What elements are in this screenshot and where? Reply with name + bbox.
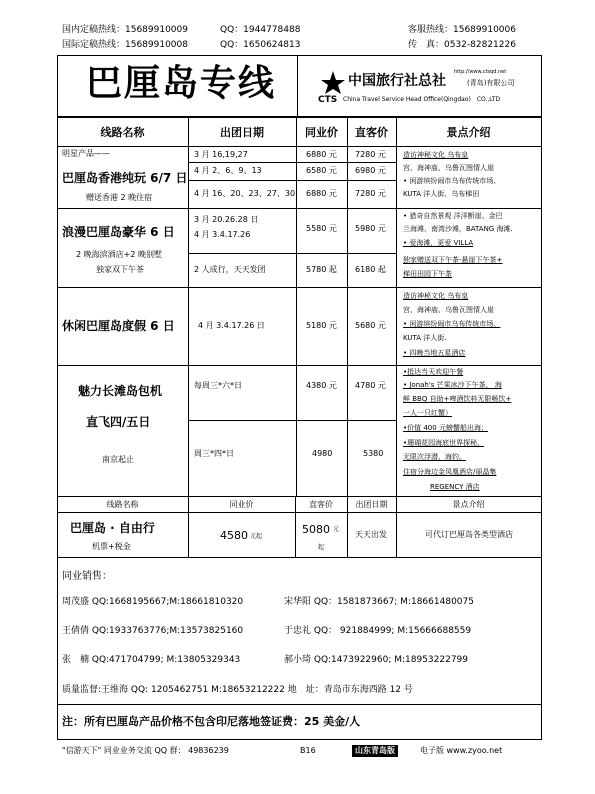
r1-intro-3: • 闲游缤纷闹市乌布传统市场、 xyxy=(403,177,501,185)
r1-name: 巴厘岛香港纯玩 6/7 日 xyxy=(62,171,188,185)
r4-date-2: 周三*四*日 xyxy=(194,449,234,458)
r2-sub-1: 2 晚海滨酒店+2 晚别墅 xyxy=(76,250,162,259)
r3-intro-5: • 四晚当地五星酒店 xyxy=(403,349,466,357)
sales-title: 同业销售： xyxy=(62,571,112,582)
header-direct-price: 直客价 xyxy=(355,126,388,139)
r2-intro-5: 梯田田园下午茶 xyxy=(403,270,452,278)
sub-header-intro: 景点介绍 xyxy=(452,500,485,509)
r3-intro-2: 宫、海神庙、乌鲁瓦图情人崖 xyxy=(403,306,494,314)
r1-sub: 赠送香港 2 晚住宿 xyxy=(86,193,153,202)
sub-header-date: 出团日期 xyxy=(355,500,388,509)
r1-label: 明星产品—— xyxy=(62,149,110,158)
r1-intro-4: KUTA 洋人街、乌布梯田 xyxy=(403,190,480,198)
r4-intro-3: 鲜 BBQ 自助+啤酒饮料无限畅饮+ xyxy=(403,395,512,403)
sales-2-left: 王倩倩 QQ:1933763776;M:13573825160 xyxy=(62,626,244,636)
banner-title: 巴厘岛专线 xyxy=(86,63,277,104)
footer-page: B16 xyxy=(300,746,316,755)
r5-name: 巴厘岛 · 自由行 xyxy=(70,521,155,535)
r4-name-2: 直飞四/五日 xyxy=(86,415,151,429)
r4-intro-9: REGENCY 酒店 xyxy=(430,483,480,491)
r1-direct-3: 7280 元 xyxy=(355,189,386,198)
r1-direct-2: 6980 元 xyxy=(355,166,386,175)
r4-intro-7: 无限次浮潜、海钓。 xyxy=(403,453,466,461)
r2-trade-2: 5780 起 xyxy=(306,265,337,274)
r3-intro-3: • 闲游缤纷闹市乌布传统市场、 xyxy=(403,320,501,328)
r3-trade: 5180 元 xyxy=(306,321,337,330)
r2-intro-3: • 爱海滩，更爱 VILLA xyxy=(403,239,474,247)
r5-direct-unit-2: 起 xyxy=(318,544,325,551)
r5-trade: 4580 xyxy=(220,529,248,542)
footer-badge: 山东青岛版 xyxy=(352,745,398,757)
service-hotline: 客服热线：15689910006 xyxy=(408,25,516,35)
r2-direct-2: 6180 起 xyxy=(355,265,386,274)
r2-trade-1: 5580 元 xyxy=(306,224,337,233)
sub-header-trade: 同业价 xyxy=(229,500,254,509)
sales-1-left: 周茂盛 QQ:1668195667;M:18661810320 xyxy=(62,597,244,607)
r4-trade-1: 4380 元 xyxy=(306,381,337,390)
r4-intro-5: •价值 400 元螃蟹船出海； xyxy=(403,424,488,432)
r4-intro-8: 住宿分海边金凤凰酒店/丽晶集 xyxy=(403,468,497,476)
r3-intro-1: 造访神秘文化 乌布皇 xyxy=(403,292,469,300)
r4-intro-1: •抵达当天欢迎午餐 xyxy=(403,368,464,376)
quality-supervision: 质量监督:王维海 QQ: 1205462751 M:18653212222 地 址：青岛市东海西路 12 号 xyxy=(62,685,413,695)
r4-intro-2: • Jonah's 芒果冰沙下午茶， 海 xyxy=(403,381,502,389)
r4-intro-4: 一人一只红蟹） xyxy=(403,409,452,417)
r5-trade-unit: 元起 xyxy=(250,533,263,540)
sales-3-left: 张 楠 QQ:471704799; M:13805329343 xyxy=(62,655,241,665)
sales-2-right: 于忠礼 QQ： 921884999; M:15666688559 xyxy=(284,626,472,636)
r1-direct-1: 7280 元 xyxy=(355,150,386,159)
r2-intro-4: 独家赠送双下午茶-悬崖下午茶+ xyxy=(403,256,503,264)
r5-date: 天天出发 xyxy=(355,530,387,539)
r1-trade-3: 6880 元 xyxy=(306,189,337,198)
r4-intro-6: •珊瑚花园海底世界探秘、 xyxy=(403,439,485,447)
r2-intro-1: • 猎奇自然景观 洋洋断崖、金巴 xyxy=(403,212,503,220)
domestic-hotline: 国内定稿热线：15689910009 xyxy=(62,25,188,35)
r2-date-1: 3 月 20.26.28 日 xyxy=(194,215,259,224)
r2-date-2: 4 月 3.4.17.26 xyxy=(194,230,251,239)
r3-date: 4 月 3.4.17.26 日 xyxy=(198,321,265,330)
sales-3-right: 郝小琦 QQ:1473922960; M:18953222799 xyxy=(284,655,468,665)
intl-hotline: 国际定稿热线：15689910008 xyxy=(62,40,188,50)
r2-name: 浪漫巴厘岛豪华 6 日 xyxy=(62,225,175,239)
r5-direct: 5080 xyxy=(302,523,330,536)
r3-direct: 5680 元 xyxy=(355,321,386,330)
r4-direct-1: 4780 元 xyxy=(355,381,386,390)
r1-trade-1: 6880 元 xyxy=(306,150,337,159)
logo-suffix: (青岛)有限公司 xyxy=(467,79,515,87)
r1-date-3: 4 月 16、20、23、27、30 xyxy=(194,189,296,198)
r3-name: 休闲巴厘岛度假 6 日 xyxy=(62,319,175,333)
sales-1-right: 宋华阳 QQ：1581873667; M:18661480075 xyxy=(284,597,474,607)
r4-direct-2: 5380 xyxy=(363,449,384,458)
header-route: 线路名称 xyxy=(100,126,145,139)
r2-intro-2: 兰海滩、南湾沙滩，BATANG 海滩. xyxy=(403,225,513,233)
r1-intro-2: 宫、海神庙、乌鲁瓦图情人崖 xyxy=(403,164,494,172)
r5-direct-unit-1: 元 xyxy=(333,526,340,533)
r1-date-1: 3 月 16,19,27 xyxy=(194,150,248,159)
r5-intro: 可代订巴厘岛各类型酒店 xyxy=(425,530,513,539)
logo-en: China Travel Service Head Office(Qingdao) CO.,LTD xyxy=(343,96,501,103)
r2-sub-2: 独家双下午茶 xyxy=(96,265,144,274)
intl-qq: QQ：1650624813 xyxy=(220,40,301,50)
r2-date-3: 2 人成行，天天发团 xyxy=(194,265,266,274)
header-intro: 景点介绍 xyxy=(446,126,491,139)
visa-note: 注：所有巴厘岛产品价格不包含印尼落地签证费：25 美金/人 xyxy=(62,715,361,728)
logo-cn: 中国旅行社总社 xyxy=(348,73,446,89)
r3-intro-4: KUTA 洋人街. xyxy=(403,334,447,342)
fax: 传 真：0532-82821226 xyxy=(408,40,516,50)
r4-name-1: 魅力长滩岛包机 xyxy=(78,384,163,398)
r1-date-2: 4 月 2、6、9、13 xyxy=(194,166,262,175)
logo-cts: CTS xyxy=(318,95,338,105)
header-date: 出团日期 xyxy=(220,126,264,139)
footer-left: "信游天下" 同业业务交流 QQ 群： 49836239 xyxy=(62,746,229,755)
r4-sub: 南京起止 xyxy=(102,455,134,464)
r1-intro-1: 造访神秘文化 乌布皇 xyxy=(403,151,469,159)
r5-sub: 机票+税金 xyxy=(92,542,131,551)
r1-trade-2: 6580 元 xyxy=(306,166,337,175)
sub-header-route: 线路名称 xyxy=(106,500,139,509)
sub-header-direct: 直客价 xyxy=(309,500,333,509)
logo-url: http://www.ctsqd.net xyxy=(454,69,507,75)
r4-trade-2: 4980 xyxy=(312,449,333,458)
r4-date-1: 每周三*六*日 xyxy=(194,381,242,390)
header-trade-price: 同业价 xyxy=(305,126,338,139)
r2-direct-1: 5980 元 xyxy=(355,224,386,233)
footer-right: 电子版 www.zyoo.net xyxy=(420,746,503,755)
domestic-qq: QQ：1944778488 xyxy=(220,25,301,35)
